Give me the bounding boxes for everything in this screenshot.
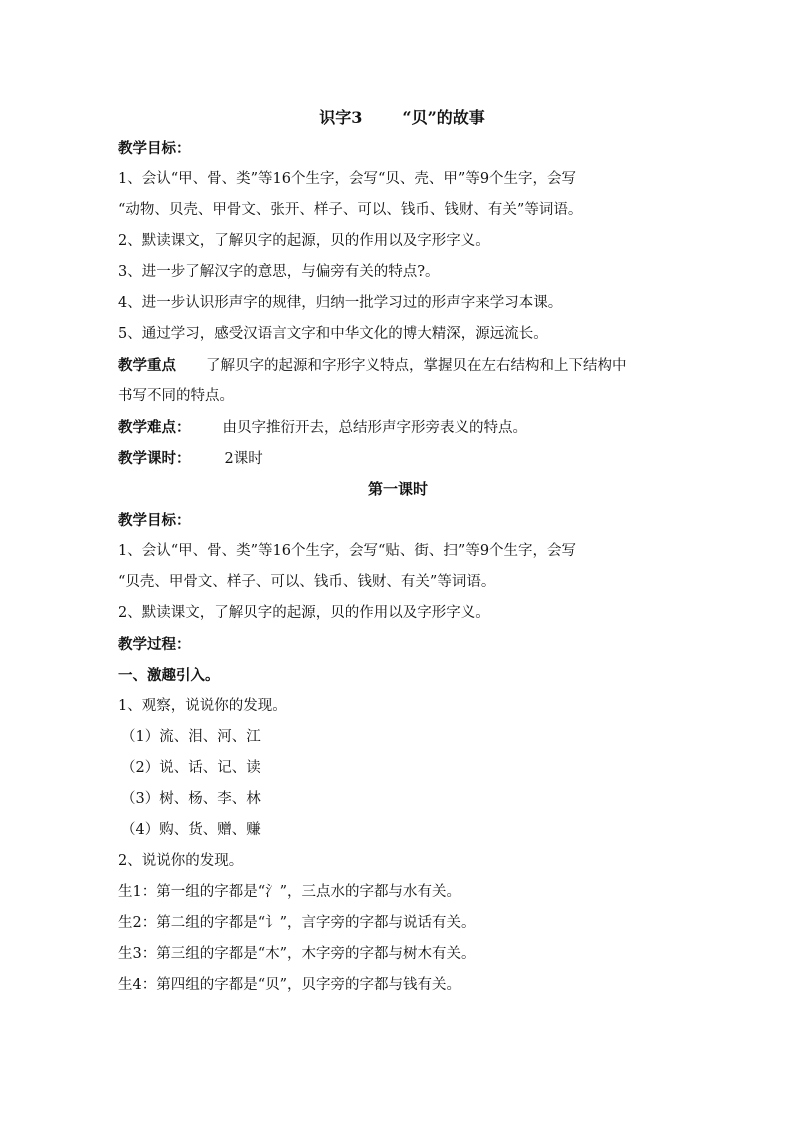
goal-line: 1、会认“甲、骨、类”等16个生字，会写“贝、壳、甲”等9个生字，会写: [118, 171, 577, 187]
key-points-continued: 书写不同的特点。: [118, 388, 234, 404]
lesson1-goal-line: “贝壳、甲骨文、样子、可以、钱币、钱财、有关”等词语。: [118, 574, 496, 590]
class-hours-text: 2课时: [224, 451, 263, 467]
title-part1: 识字3: [319, 108, 363, 127]
key-points-text: 了解贝字的起源和字形字义特点，掌握贝在左右结构和上下结构中: [206, 358, 627, 374]
step-line: 1、观察，说说你的发现。: [118, 698, 287, 714]
key-points: [118, 350, 678, 381]
group-line: （4）购、货、赠、赚: [121, 822, 261, 838]
class-hours: [118, 443, 678, 474]
difficulty-text: 由贝字推衍开去，总结形声字形旁表义的特点。: [222, 420, 527, 436]
answer-line: 生2：第二组的字都是“讠”，言字旁的字都与说话有关。: [118, 915, 476, 931]
lesson1-goals-heading: 教学目标：: [118, 512, 191, 529]
answer-line: 生3：第三组的字都是“木”，木字旁的字都与树木有关。: [118, 946, 476, 962]
section-heading: 一、激趣引入。: [118, 667, 220, 684]
group-line: （1）流、泪、河、江: [121, 729, 261, 745]
document-title: [118, 102, 678, 133]
lesson1-goal-line: 2、默读课文，了解贝字的起源，贝的作用以及字形字义。: [118, 605, 490, 621]
process-heading: 教学过程：: [118, 636, 191, 653]
goal-line: 4、进一步认识形声字的规律，归纳一批学习过的形声字来学习本课。: [118, 295, 563, 311]
title-part2: “贝”的故事: [402, 108, 485, 127]
goal-line: “动物、贝壳、甲骨文、张开、样子、可以、钱币、钱财、有关”等词语。: [118, 202, 583, 218]
goals-heading: 教学目标：: [118, 140, 191, 157]
difficulty-label: 教学难点：: [118, 419, 191, 436]
difficulty: [118, 412, 678, 443]
goal-line: 2、默读课文，了解贝字的起源，贝的作用以及字形字义。: [118, 233, 490, 249]
class-hours-label: 教学课时：: [118, 450, 191, 467]
answer-line: 生4：第四组的字都是“贝”，贝字旁的字都与钱有关。: [118, 977, 462, 993]
answer-line: 生1：第一组的字都是“氵”，三点水的字都与水有关。: [118, 884, 462, 900]
goal-line: 5、通过学习，感受汉语言文字和中华文化的博大精深，源远流长。: [118, 326, 548, 342]
lesson1-heading: 第一课时: [367, 480, 428, 498]
lesson1-goal-line: 1、会认“甲、骨、类”等16个生字，会写“贴、街、扫”等9个生字，会写: [118, 543, 577, 559]
goal-line: 3、进一步了解汉字的意思，与偏旁有关的特点?。: [118, 264, 440, 280]
key-points-label: 教学重点: [118, 357, 176, 374]
group-line: （3）树、杨、李、林: [121, 791, 261, 807]
step-line: 2、说说你的发现。: [118, 853, 244, 869]
document-page: [118, 102, 678, 1001]
group-line: （2）说、话、记、读: [121, 760, 261, 776]
